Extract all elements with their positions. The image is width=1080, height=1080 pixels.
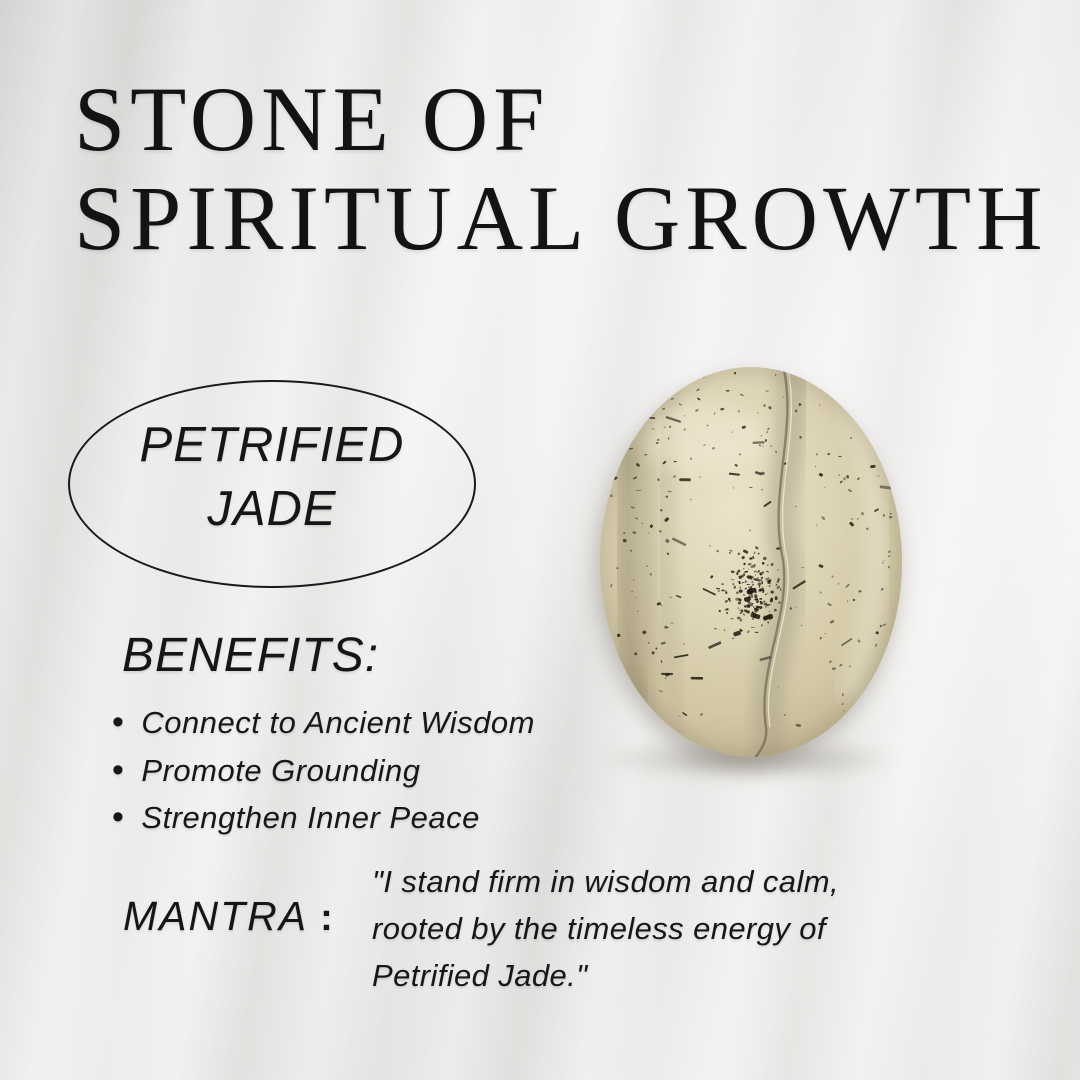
benefit-item <box>112 794 535 842</box>
stone-name-line1: PETRIFIED <box>139 418 405 472</box>
benefits-list <box>112 699 535 842</box>
mantra-quote-line: Petrified Jade." <box>372 958 588 993</box>
page-title-line2: SPIRITUAL GROWTH <box>74 167 1048 269</box>
mantra-quote <box>372 858 972 999</box>
bullet-icon: • <box>112 750 125 789</box>
mantra-label-text: MANTRA <box>123 893 309 939</box>
petrified-jade-stone-image <box>597 364 905 760</box>
bullet-icon: • <box>112 798 125 836</box>
mantra-colon: : <box>320 897 333 939</box>
benefit-item <box>112 747 535 795</box>
benefit-item-text: Connect to Ancient Wisdom <box>141 705 535 740</box>
stone-name-line2: JADE <box>207 482 337 536</box>
stone-name-badge <box>68 380 476 588</box>
mantra-quote-line: "I stand firm in wisdom and calm, <box>372 864 839 899</box>
mantra-label <box>123 893 333 942</box>
benefit-item-text: Promote Grounding <box>141 752 421 788</box>
mantra-quote-line: rooted by the timeless energy of <box>372 911 826 946</box>
benefit-item <box>112 699 535 747</box>
benefit-item-text: Strengthen Inner Peace <box>141 800 480 835</box>
page-title-line1: STONE OF <box>74 68 550 170</box>
bullet-icon: • <box>112 703 125 741</box>
benefits-heading: BENEFITS: <box>122 629 380 682</box>
page-title <box>74 70 1048 268</box>
